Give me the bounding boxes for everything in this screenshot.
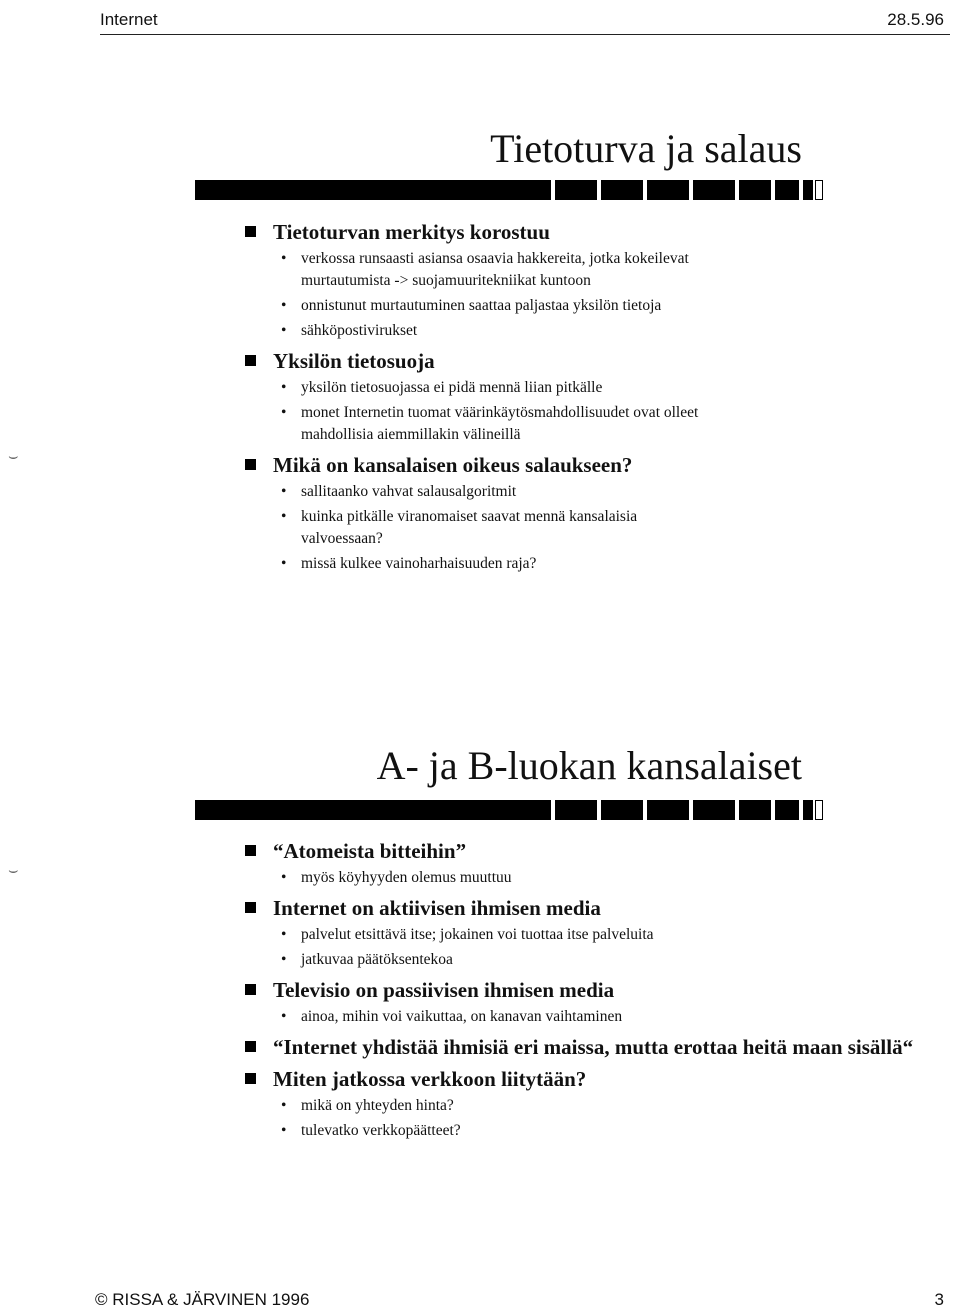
title-bar-block: [739, 800, 771, 820]
sub-bullet-line: monet Internetin tuomat väärinkäytösmahdollisuudet ovat olleet: [301, 404, 699, 421]
title-bar-block: [803, 800, 813, 820]
sub-bullet-line: ainoa, mihin voi vaikuttaa, on kanavan vaihtaminen: [301, 1008, 623, 1025]
sub-bullet: [245, 867, 913, 889]
title-bar-end-block: [815, 800, 823, 820]
dot-bullet-icon: •: [281, 951, 287, 968]
section-heading: [245, 977, 913, 1003]
square-bullet-icon: [245, 1073, 256, 1084]
sub-bullet-line: valvoessaan?: [301, 530, 383, 547]
slide-1-bullet-list: [245, 213, 698, 575]
sub-bullet-line: mahdollisia aiemmillakin välineillä: [301, 426, 521, 443]
section-heading-text: Miten jatkossa verkkoon liitytään?: [273, 1067, 587, 1091]
section-heading: [245, 1034, 913, 1060]
title-bar-block: [693, 180, 735, 200]
title-bar-block: [555, 180, 597, 200]
sub-bullet: [245, 924, 913, 946]
title-bar-block: [803, 180, 813, 200]
title-bar-block: [775, 180, 799, 200]
section-heading: [245, 895, 913, 921]
dot-bullet-icon: •: [281, 1008, 287, 1025]
title-bar-block: [647, 800, 689, 820]
sub-bullet-line: missä kulkee vainoharhaisuuden raja?: [301, 555, 537, 572]
dot-bullet-icon: •: [281, 555, 287, 572]
square-bullet-icon: [245, 902, 256, 913]
title-bar-block: [693, 800, 735, 820]
square-bullet-icon: [245, 984, 256, 995]
sub-bullet-line: tulevatko verkkopäätteet?: [301, 1122, 461, 1139]
sub-bullet: [245, 481, 698, 503]
section-heading-text: “Atomeista bitteihin”: [273, 839, 467, 863]
margin-mark-2: ⌣: [8, 862, 19, 879]
sub-bullet: [245, 553, 698, 575]
sub-bullet-line: sähköpostivirukset: [301, 322, 418, 339]
dot-bullet-icon: •: [281, 297, 287, 314]
sub-bullet-line: verkossa runsaasti asiansa osaavia hakkereita, jotka kokeilevat: [301, 250, 689, 267]
slide-2-title-bar: [195, 800, 810, 820]
section-heading: [245, 452, 698, 478]
section-heading-text: Yksilön tietosuoja: [273, 349, 435, 373]
dot-bullet-icon: •: [281, 322, 287, 339]
title-bar-end-block: [815, 180, 823, 200]
sub-bullet-line: kuinka pitkälle viranomaiset saavat mennä kansalaisia: [301, 508, 638, 525]
title-bar-block: [601, 180, 643, 200]
sub-bullet: [245, 506, 698, 550]
sub-bullet-line: sallitaanko vahvat salausalgoritmit: [301, 483, 517, 500]
sub-bullet: [245, 377, 698, 399]
sub-bullet-line: onnistunut murtautuminen saattaa paljastaa yksilön tietoja: [301, 297, 662, 314]
footer-page-number: 3: [934, 1290, 944, 1309]
sub-bullet: [245, 248, 698, 292]
slide-2-bullet-list: [245, 832, 913, 1142]
square-bullet-icon: [245, 355, 256, 366]
sub-bullet: [245, 949, 913, 971]
sub-bullet-line: yksilön tietosuojassa ei pidä mennä liian pitkälle: [301, 379, 603, 396]
title-bar-block: [555, 800, 597, 820]
sub-bullet-line: mikä on yhteyden hinta?: [301, 1097, 454, 1114]
section-heading-text: “Internet yhdistää ihmisiä eri maissa, mutta erottaa heitä maan sisällä“: [273, 1035, 914, 1059]
title-bar-block: [739, 180, 771, 200]
dot-bullet-icon: •: [281, 1122, 287, 1139]
title-bar-solid: [195, 800, 509, 820]
page-header: [100, 6, 950, 35]
title-bar-solid: [195, 180, 509, 200]
sub-bullet: [245, 402, 698, 446]
sub-bullet: [245, 295, 698, 317]
dot-bullet-icon: •: [281, 508, 287, 525]
square-bullet-icon: [245, 459, 256, 470]
footer-copyright: © RISSA & JÄRVINEN 1996: [95, 1290, 310, 1309]
section-heading: [245, 348, 698, 374]
title-bar-block: [601, 800, 643, 820]
dot-bullet-icon: •: [281, 869, 287, 886]
sub-bullet-line: murtautumista -> suojamuuritekniikat kuntoon: [301, 272, 591, 289]
slide-2-title: A- ja B-luokan kansalaiset: [376, 743, 802, 788]
slide-1-title: Tietoturva ja salaus: [490, 126, 802, 171]
title-bar-block: [647, 180, 689, 200]
margin-mark-1: ⌣: [8, 448, 19, 465]
section-heading: [245, 219, 698, 245]
dot-bullet-icon: •: [281, 926, 287, 943]
sub-bullet-line: myös köyhyyden olemus muuttuu: [301, 869, 512, 886]
square-bullet-icon: [245, 226, 256, 237]
sub-bullet: [245, 1006, 913, 1028]
section-heading: [245, 1066, 913, 1092]
header-date: 28.5.96: [887, 10, 944, 29]
sub-bullet: [245, 1095, 913, 1117]
title-bar-block: [509, 800, 551, 820]
dot-bullet-icon: •: [281, 1097, 287, 1114]
header-left-text: Internet: [100, 10, 158, 29]
sub-bullet: [245, 320, 698, 342]
dot-bullet-icon: •: [281, 250, 287, 267]
slide-1-title-bar: [195, 180, 810, 200]
dot-bullet-icon: •: [281, 404, 287, 421]
dot-bullet-icon: •: [281, 379, 287, 396]
title-bar-block: [775, 800, 799, 820]
section-heading: [245, 838, 913, 864]
section-heading-text: Televisio on passiivisen ihmisen media: [273, 978, 615, 1002]
dot-bullet-icon: •: [281, 483, 287, 500]
title-bar-block: [509, 180, 551, 200]
section-heading-text: Internet on aktiivisen ihmisen media: [273, 896, 601, 920]
square-bullet-icon: [245, 845, 256, 856]
sub-bullet-line: jatkuvaa päätöksentekoa: [301, 951, 453, 968]
square-bullet-icon: [245, 1041, 256, 1052]
section-heading-text: Tietoturvan merkitys korostuu: [273, 220, 550, 244]
section-heading-text: Mikä on kansalaisen oikeus salaukseen?: [273, 453, 633, 477]
sub-bullet: [245, 1120, 913, 1142]
page-footer: [95, 1290, 950, 1310]
sub-bullet-line: palvelut etsittävä itse; jokainen voi tuottaa itse palveluita: [301, 926, 654, 943]
